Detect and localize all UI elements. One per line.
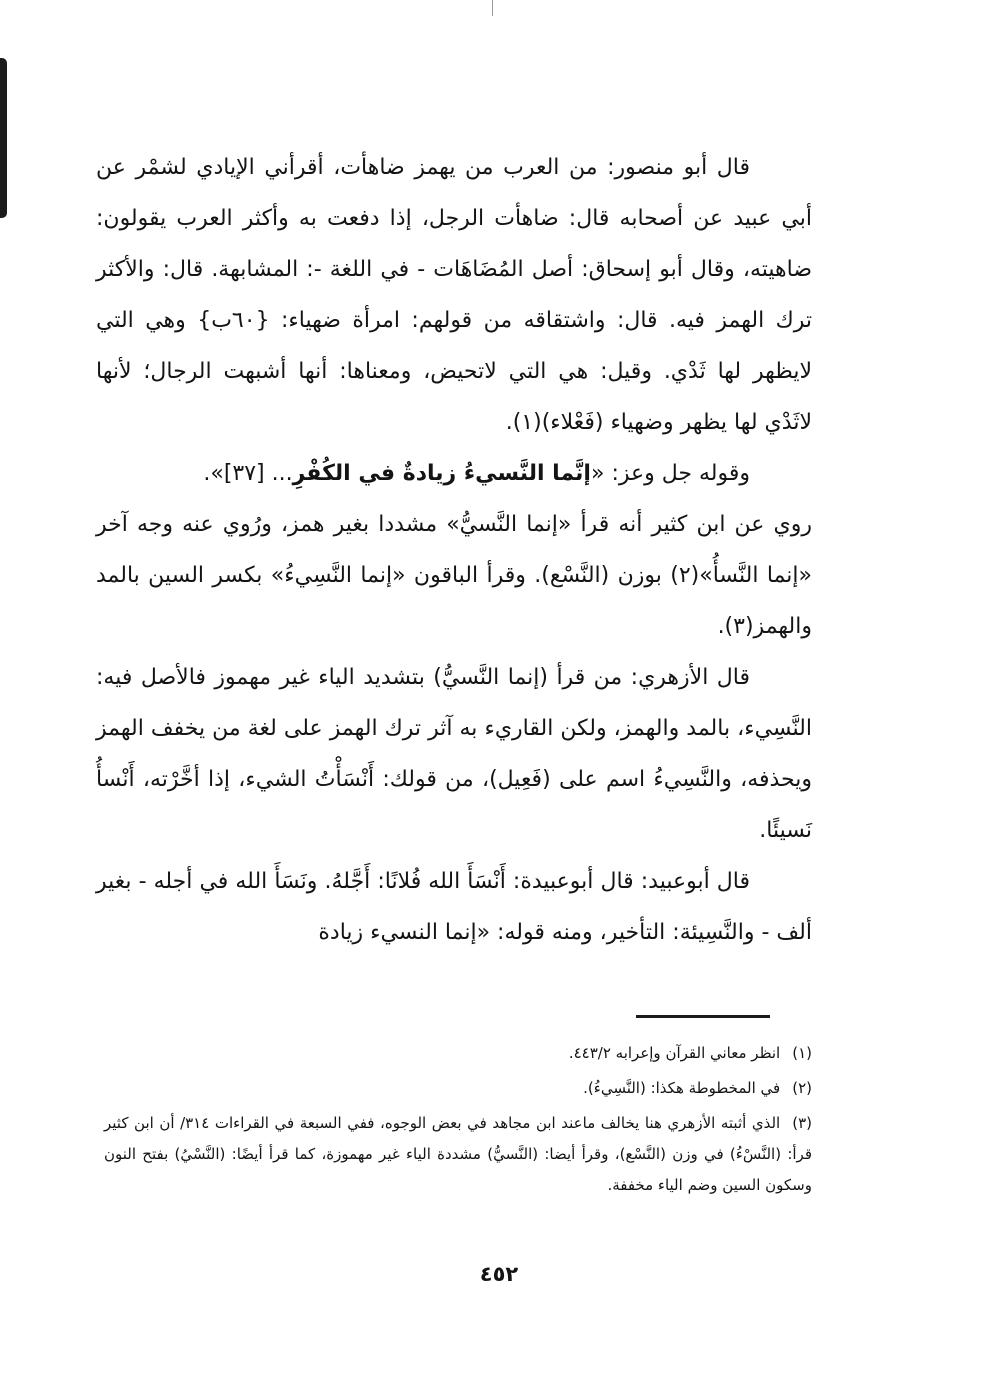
footnote-number: (١) xyxy=(792,1044,812,1062)
footnote-number: (٣) xyxy=(792,1114,812,1132)
footnote-number: (٢) xyxy=(792,1079,812,1097)
top-edge-mark xyxy=(492,0,493,16)
paragraph-1: قال أبو منصور: من العرب من يهمز ضاهأت، أقرأني الإيادي لشمْر عن أبي عبيد عن أصحابه قال: ضاهأت الرجل، إذا دفعت به وأكثر العرب يقولون: ضاهيته، وقال أبو إسحاق: أصل المُضَاهَات - في اللغة -: المشابهة. قال: والأكثر ترك الهمز فيه. قال: واشتقاقه من قولهم: امرأة ضهياء: {٦٠ب} وهي التي لايظهر لها ثَدْي. وقيل: هي التي لاتحيض، ومعناها: أنها أشبهت الرجال؛ لأنها لاثَدْي لها يظهر وضهياء (فَعْلاء)(١). xyxy=(96,155,812,435)
footnote-2 xyxy=(104,1073,812,1104)
paragraph-4: قال أبوعبيد: قال أبوعبيدة: أَنْسَأَ الله فُلانًا: أَجَّلهُ. ونَسَأَ الله في أجله - بغير ألف - والنَّسِيئة: التأخير، ومنه قوله: «إنما النسيء زيادة xyxy=(96,869,812,945)
footnotes xyxy=(104,1038,812,1205)
footnote-text: الذي أثبته الأزهري هنا يخالف ماعند ابن مجاهد في بعض الوجوه، ففي السبعة في القراءات ٣١٤/ أن ابن كثير قرأ: (النَّسْءُ) في وزن (النَّسْع)، وقرأ أيضا: (النَّسيُّ) مشددة الياء غير مهموزة، كما قرأ أيضًا: (النَّسْيُ) بفتح النون وسكون السين وضم الياء مخففة. xyxy=(104,1114,812,1194)
verse-paragraph xyxy=(96,448,812,499)
footnote-text: في المخطوطة هكذا: (النَّسِيءُ). xyxy=(583,1079,781,1097)
paragraph-3: قال الأزهري: من قرأ (إنما النَّسيُّ) بتشديد الياء غير مهموز فالأصل فيه: النَّسِيء، بالمد والهمز، ولكن القاريء به آثر ترك الهمز على لغة من يخفف الهمز ويحذفه، والنَّسِيءُ اسم على (فَعِيل)، من قولك: أَنْسَأْتُ الشيء، إذا أخَّرْته، أَنْسأُ نَسيئًا. xyxy=(96,665,812,843)
page-number: ٤٥٢ xyxy=(479,1262,519,1286)
footnote-separator xyxy=(636,1015,770,1018)
footnote-3 xyxy=(104,1108,812,1201)
verse-quote: إنَّما النَّسيءُ زيادةٌ في الكُفْرِ xyxy=(292,461,591,486)
verse-ref: ... [٣٧]». xyxy=(203,461,293,486)
footnote-text: انظر معاني القرآن وإعرابه ٤٤٣/٢. xyxy=(568,1044,781,1062)
footnote-1 xyxy=(104,1038,812,1069)
binding-shadow xyxy=(0,58,7,218)
paragraph-2: روي عن ابن كثير أنه قرأ «إنما النَّسيُّ» مشددا بغير همز، ورُوي عنه وجه آخر «إنما النَّسأُ»(٢) بوزن (النَّسْع). وقرأ الباقون «إنما النَّسِيءُ» بكسر السين بالمد والهمز(٣). xyxy=(96,512,812,639)
main-text xyxy=(96,142,812,958)
verse-intro: وقوله جل وعز: « xyxy=(590,461,750,486)
